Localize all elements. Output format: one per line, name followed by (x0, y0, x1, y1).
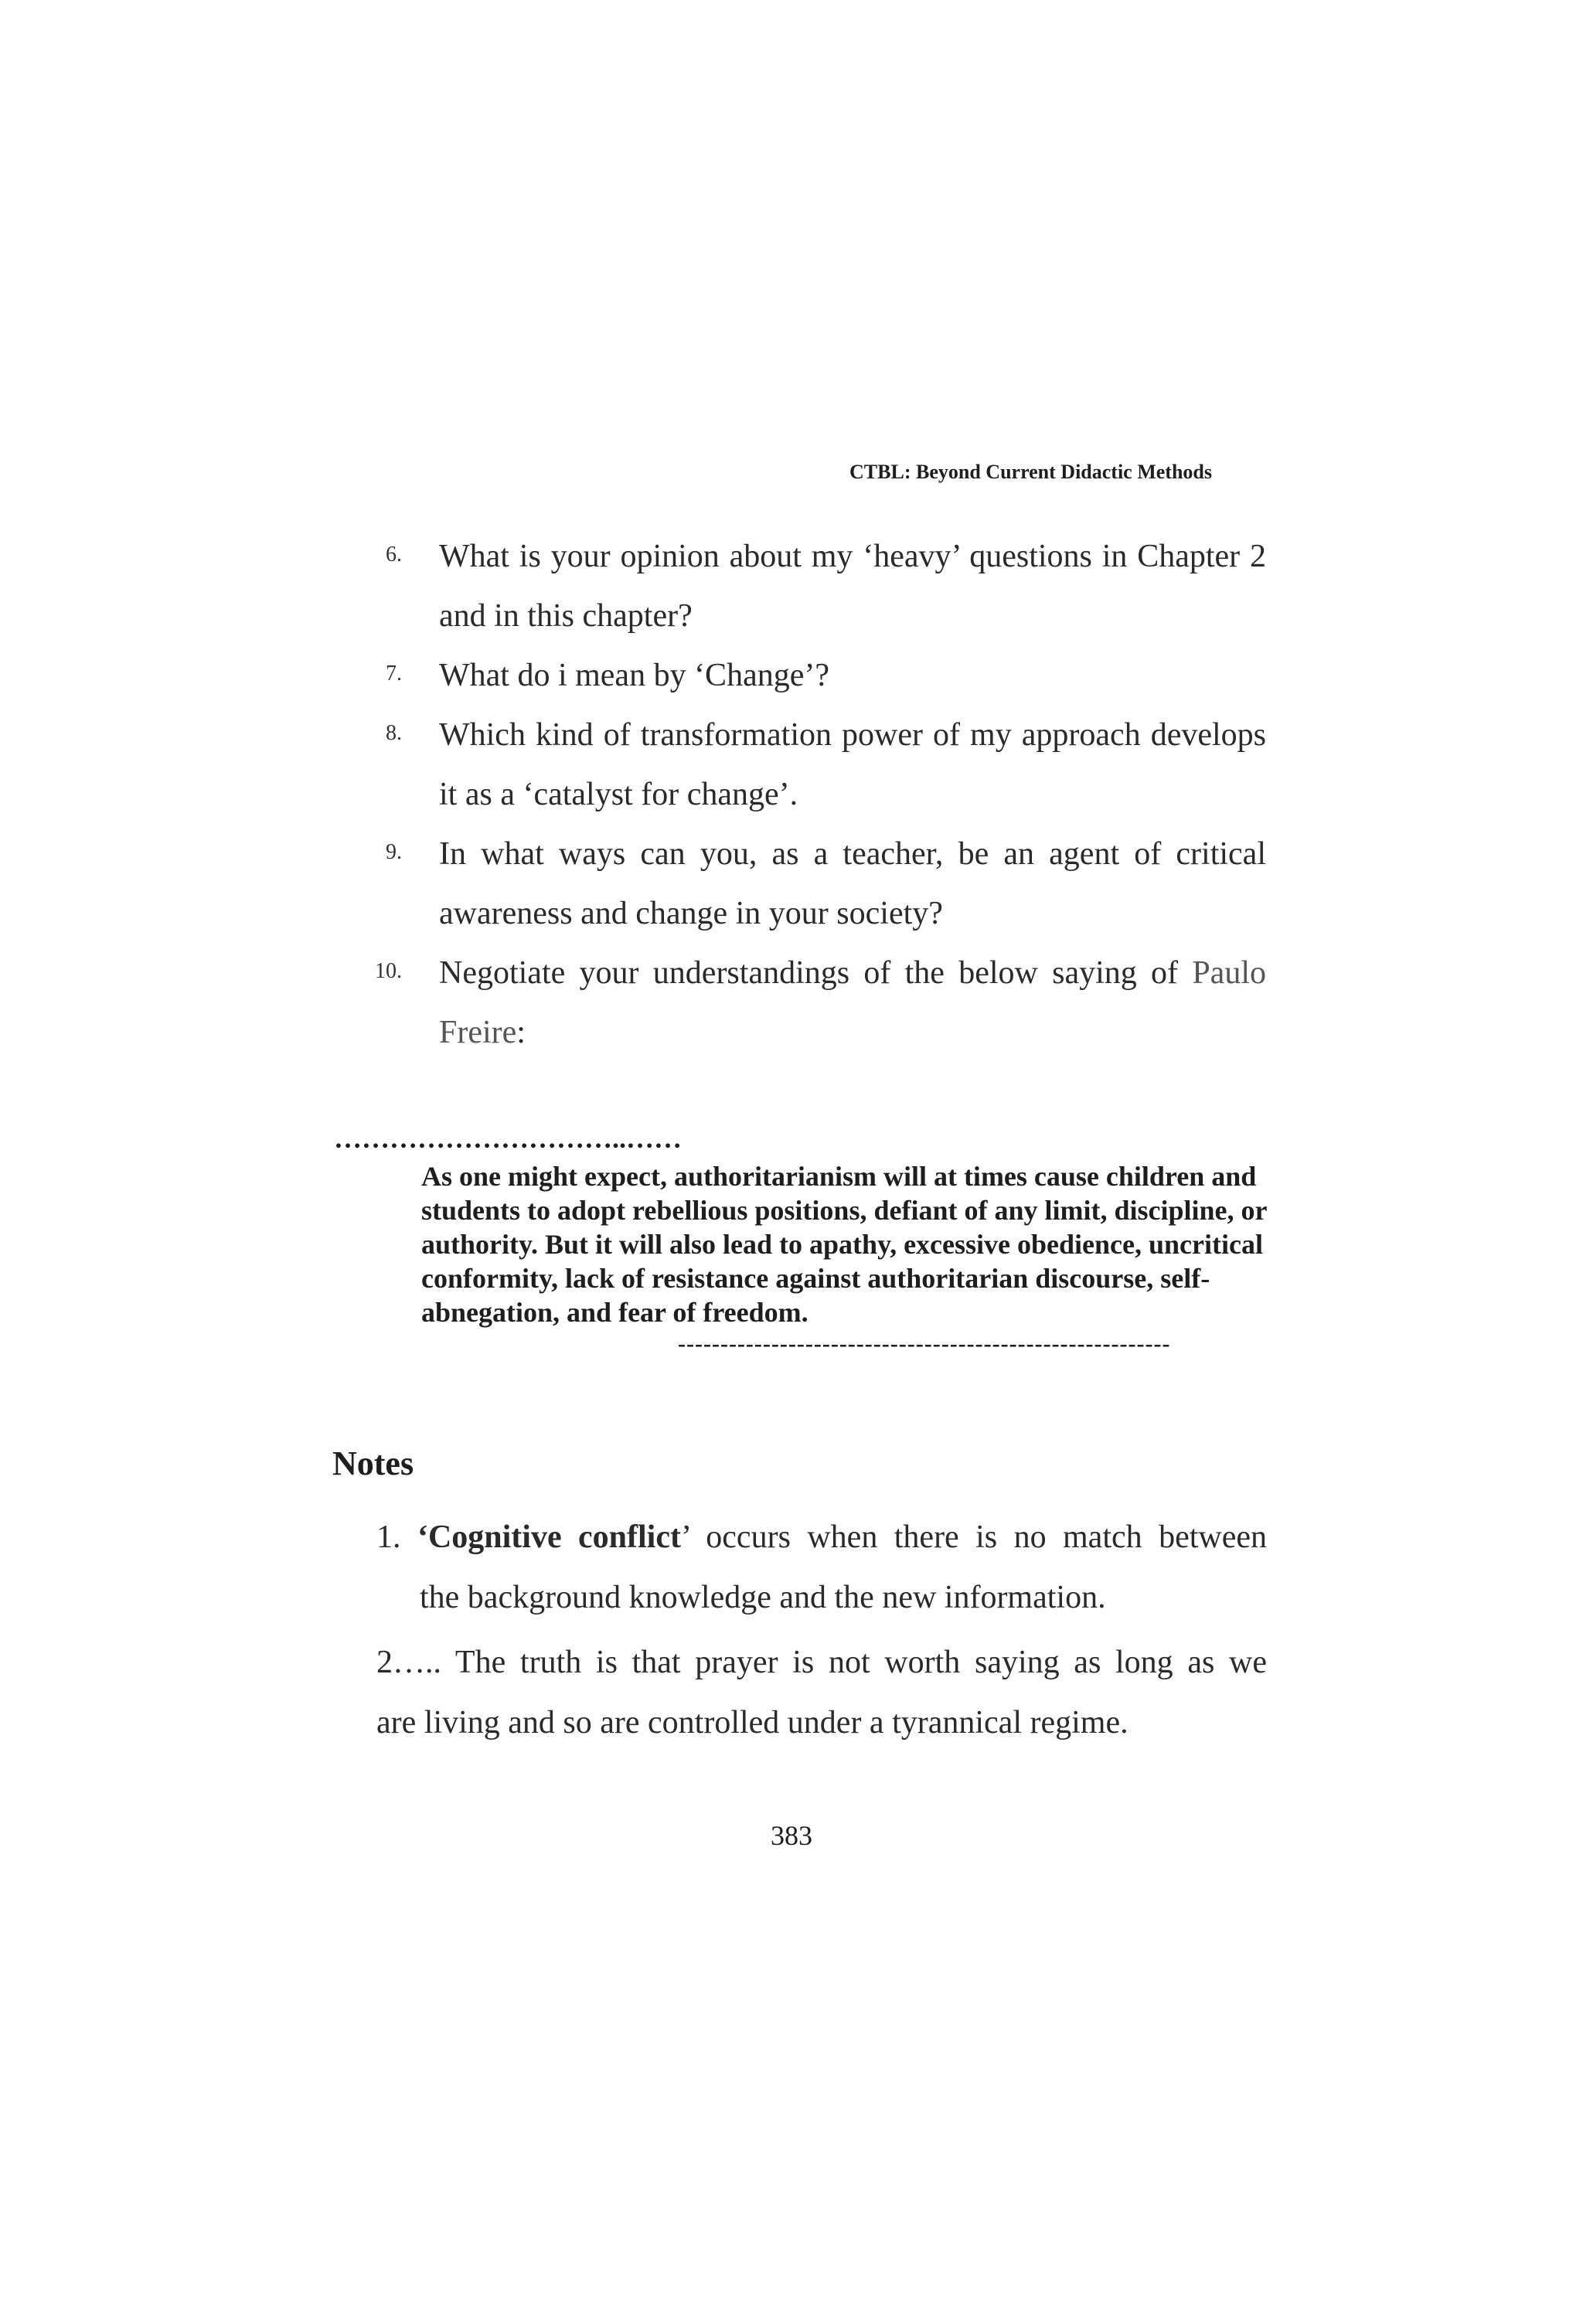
question-number: 6. (386, 543, 402, 567)
question-text: What do i mean by ‘Change’? (439, 658, 829, 693)
note-item (376, 1632, 1267, 1753)
question-text: What is your opinion about my ‘heavy’ questions in Chapter 2 and in this chapter? (439, 539, 1266, 634)
question-number: 8. (386, 721, 402, 745)
question-text (439, 944, 1266, 1063)
note-term: Cognitive conflict (427, 1519, 681, 1555)
note-line: 2….. The truth is that prayer is not worth saying as long as we (376, 1645, 1267, 1680)
question-text-tail: : (516, 1015, 526, 1050)
note-line: the background knowledge and the new information. (420, 1580, 1106, 1615)
quote-leader-dots: …………………………..…… (334, 1123, 682, 1154)
question-list (332, 527, 1266, 1063)
author-name: Paulo Freire (439, 955, 1266, 1050)
question-item (332, 944, 1266, 1063)
question-item (332, 706, 1266, 825)
note-line (376, 1507, 1267, 1567)
note-number: 1. (376, 1519, 401, 1555)
note-item (376, 1507, 1267, 1628)
question-number: 10. (375, 959, 402, 983)
question-item (332, 527, 1266, 646)
question-item (332, 646, 1266, 706)
page-number: 383 (771, 1820, 812, 1851)
note-line: are living and so are controlled under a tyrannical regime. (376, 1705, 1129, 1740)
note-text: occurs when there is no match between (689, 1519, 1267, 1555)
question-item (332, 825, 1266, 944)
note-open-quote: ‘ (417, 1519, 428, 1555)
question-text: Which kind of transformation power of my approach develops it as a ‘catalyst for change’. (439, 717, 1266, 812)
running-header: CTBL: Beyond Current Didactic Methods (849, 461, 1212, 483)
note-close-quote: ’ (680, 1519, 689, 1555)
question-number: 9. (386, 840, 402, 864)
quote-rule: ---------------------------------------------------------- (678, 1331, 1171, 1356)
question-text: In what ways can you, as a teacher, be an agent of critical awareness and change in your society? (439, 836, 1266, 931)
notes-heading: Notes (332, 1444, 414, 1482)
block-quote: As one might expect, authoritarianism will at times cause children and students to adopt rebellious positions, defiant of any limit, discipline, or authority. But it will also lead to apathy, excessive obedience, uncritical conformity, lack of resistance against authoritarian discourse, self-abnegation, and fear of freedom. (421, 1161, 1267, 1328)
question-number: 7. (386, 662, 402, 686)
question-text-main: Negotiate your understandings of the below saying of (439, 955, 1193, 991)
